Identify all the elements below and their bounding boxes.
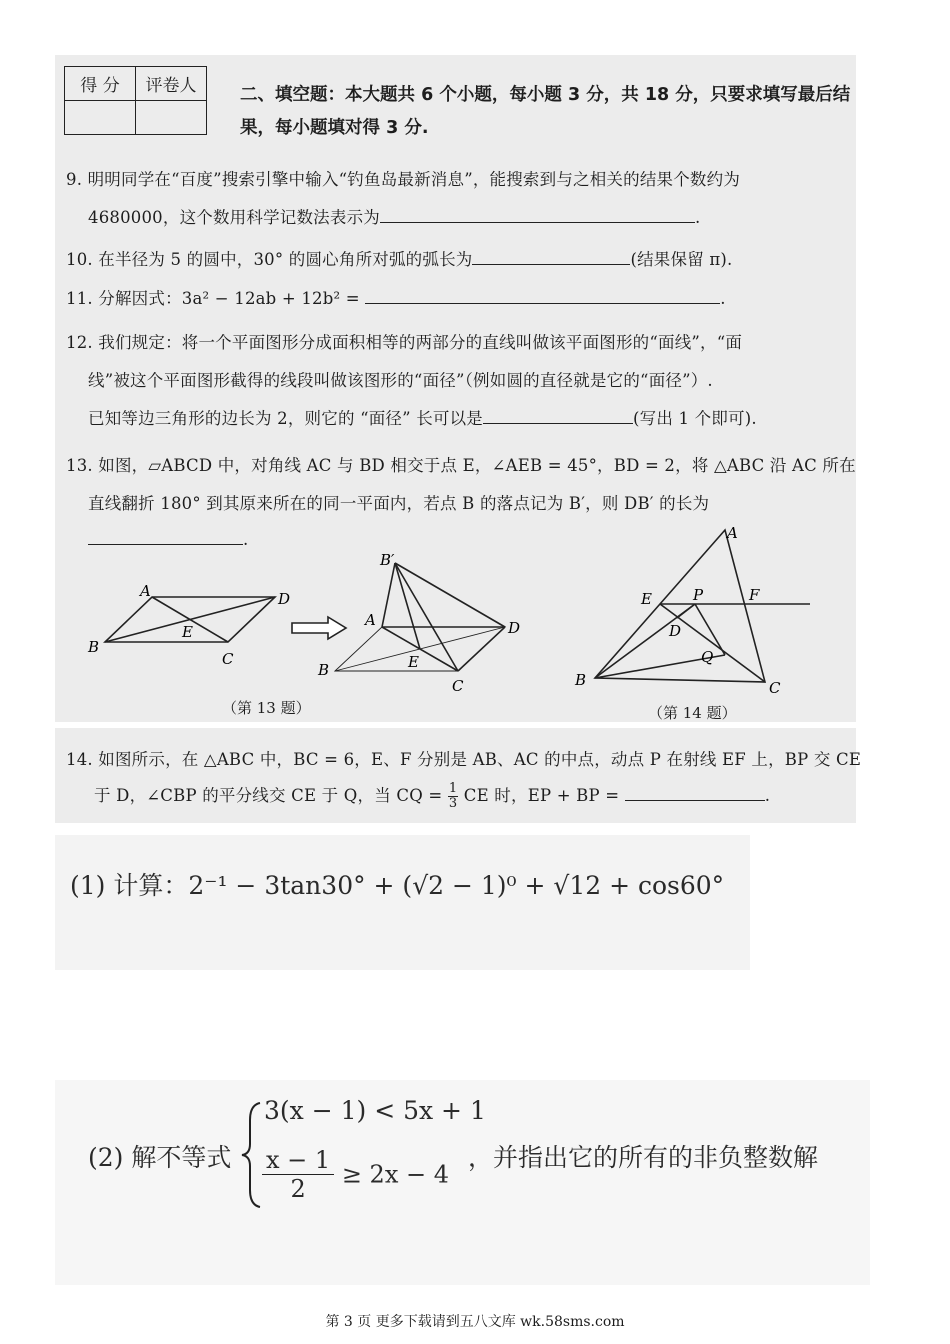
- svg-text:P: P: [693, 586, 704, 604]
- score-header: 得 分: [65, 67, 136, 101]
- grader-cell[interactable]: [136, 101, 207, 135]
- svg-text:B′: B′: [380, 551, 395, 569]
- fig14-caption: （第 14 题）: [648, 704, 737, 722]
- fraction-one-third: $\frac{1}{3}$: [448, 781, 458, 811]
- svg-text:F: F: [749, 586, 760, 604]
- svg-text:E: E: [641, 590, 652, 608]
- svg-text:E: E: [408, 653, 419, 671]
- q12-line2: 线”被这个平面图形截得的线段叫做该图形的“面径”（例如圆的直径就是它的“面径”）.: [88, 371, 713, 390]
- label-D: D: [278, 590, 291, 608]
- left-brace-icon: [240, 1100, 264, 1210]
- svg-text:C: C: [769, 679, 781, 697]
- grader-header: 评卷人: [136, 67, 207, 101]
- section-header-line2: 果，每小题填对得 3 分.: [240, 118, 429, 138]
- svg-text:B: B: [575, 671, 587, 689]
- q12-line3: 已知等边三角形的边长为 2，则它的 “面径” 长可以是 (写出 1 个即可).: [88, 409, 757, 428]
- segment-PD: [677, 604, 695, 618]
- calc2-prefix: (2) 解不等式: [88, 1143, 232, 1172]
- svg-text:D: D: [508, 619, 521, 637]
- svg-text:A: A: [365, 611, 376, 629]
- inequality-1: 3(x − 1) < 5x + 1: [264, 1096, 486, 1125]
- segment-Bp-C: [395, 563, 458, 671]
- inequality-2: $\frac{x - 1}{2}$ ≥ 2x − 4: [262, 1146, 449, 1203]
- label-E: E: [182, 623, 193, 641]
- section-header-line1: 二、填空题：本大题共 6 个小题，每小题 3 分，共 18 分，只要求填写最后结: [240, 85, 851, 105]
- q14-answer-blank[interactable]: [625, 799, 765, 801]
- label-C: C: [222, 650, 234, 668]
- fig14-triangle: [565, 520, 825, 700]
- svg-text:Q: Q: [701, 648, 714, 666]
- q13-line2: 直线翻折 180° 到其原来所在的同一平面内，若点 B 的落点记为 B′，则 DB′ 的长为: [88, 494, 710, 513]
- fig13-parallelogram: [80, 580, 300, 670]
- scanned-calc1-region: [55, 835, 750, 970]
- label-B: B: [88, 638, 100, 656]
- q10-answer-blank[interactable]: [472, 263, 630, 265]
- calc2-suffix: ，并指出它的所有的非负整数解: [468, 1143, 819, 1172]
- svg-text:D: D: [669, 622, 682, 640]
- segment-Bp-A: [382, 563, 395, 627]
- calc1-problem: (1) 计算：2⁻¹ − 3tan30° + (√2 − 1)⁰ + √12 + cos60°: [70, 871, 725, 900]
- q11-answer-blank[interactable]: [365, 302, 720, 304]
- label-A: A: [140, 582, 151, 600]
- q12-answer-blank[interactable]: [483, 422, 633, 424]
- q13-line3: .: [88, 530, 248, 549]
- fig13-caption: （第 13 题）: [222, 699, 311, 717]
- q9-answer-blank[interactable]: [380, 221, 695, 223]
- q14-line2: 于 D，∠CBP 的平分线交 CE 于 Q，当 CQ = $\frac{1}{3}$ CE 时，EP + BP = .: [94, 781, 771, 811]
- q11-line: 11. 分解因式：3a² − 12ab + 12b² = .: [66, 289, 726, 308]
- q9-line2: 4680000，这个数用科学记数法表示为 .: [88, 208, 701, 227]
- q9-line1: 9. 明明同学在“百度”搜索引擎中输入“钓鱼岛最新消息”，能搜索到与之相关的结果个数约为: [66, 170, 741, 189]
- segment-CE: [660, 604, 765, 682]
- q13-line1: 13. 如图，▱ABCD 中，对角线 AC 与 BD 相交于点 E，∠AEB = 45°，BD = 2，将 △ABC 沿 AC 所在: [66, 456, 856, 475]
- q14-line1: 14. 如图所示，在 △ABC 中，BC = 6，E、F 分别是 AB、AC 的中点，动点 P 在射线 EF 上，BP 交 CE: [66, 750, 862, 769]
- svg-text:A: A: [727, 524, 738, 542]
- score-cell[interactable]: [65, 101, 136, 135]
- q13-answer-blank[interactable]: [88, 543, 243, 545]
- page-footer: 第 3 页 更多下载请到五八文库 wk.58sms.com: [325, 1314, 625, 1330]
- score-table: [64, 66, 207, 135]
- q10-line: 10. 在半径为 5 的圆中，30° 的圆心角所对弧的弧长为 (结果保留 π).: [66, 250, 733, 269]
- section-header: [240, 79, 850, 145]
- fig13-folded: [310, 545, 530, 695]
- svg-text:B: B: [318, 661, 330, 679]
- q12-line1: 12. 我们规定：将一个平面图形分成面积相等的两部分的直线叫做该平面图形的“面线”，“面: [66, 333, 743, 352]
- svg-text:C: C: [452, 677, 464, 695]
